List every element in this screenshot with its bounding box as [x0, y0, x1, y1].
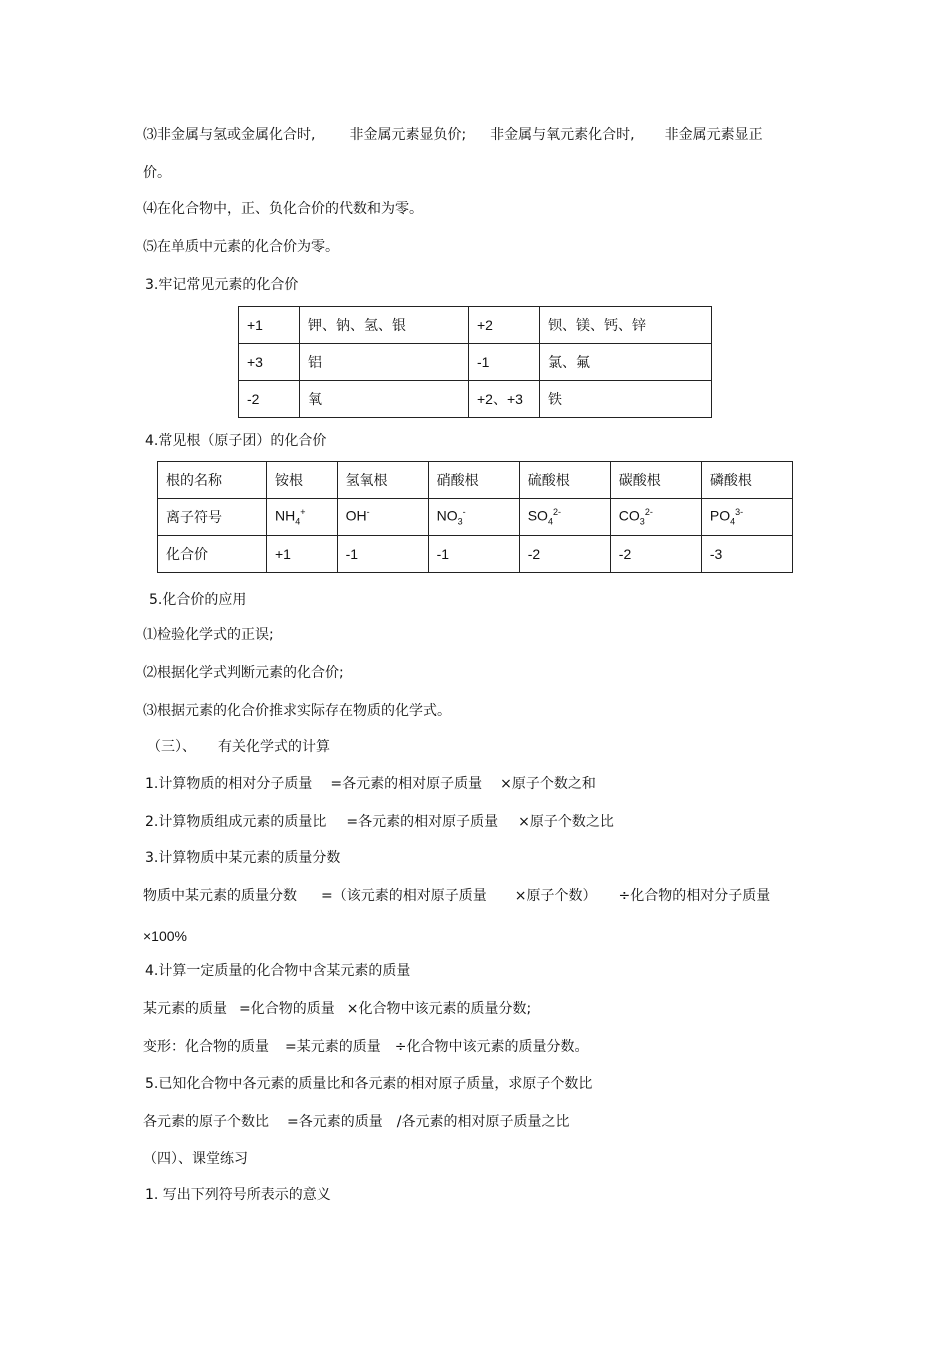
radical-valence-cell: -2 [519, 536, 610, 573]
calc-1 [145, 774, 596, 794]
elements-cell: 钾、钠、氢、银 [300, 307, 469, 344]
radical-valence-cell: -2 [610, 536, 701, 573]
rule-3-part-a: ⑶非金属与氢或金属化合时, [143, 127, 316, 143]
heading-common-valences: 3.牢记常见元素的化合价 [145, 277, 299, 293]
calc-2 [145, 812, 614, 832]
calc-5-formula [143, 1112, 569, 1132]
ion-symbol-cell: $CO_3^{2-}$ [610, 499, 701, 536]
header-cell: 化合价 [158, 536, 267, 573]
valence-cell: +1 [239, 307, 300, 344]
ion-symbol-cell: $SO_4^{2-}$ [519, 499, 610, 536]
radical-name-cell: 磷酸根 [701, 462, 792, 499]
header-cell: 根的名称 [158, 462, 267, 499]
calc-5-formula-a: 各元素的原子个数比 [143, 1114, 269, 1130]
calc-5-formula-b: =各元素的质量 [287, 1114, 383, 1130]
calc-1-part-a: 1.计算物质的相对分子质量 [145, 776, 313, 792]
calc-4-formula [143, 999, 531, 1019]
calc-4-formula-b: =化合物的质量 [239, 1001, 335, 1017]
calc-3-formula-a: 物质中某元素的质量分数 [143, 888, 297, 904]
calc-2-part-a: 2.计算物质组成元素的质量比 [145, 814, 327, 830]
calc-3-formula-c: ×原子个数） [514, 888, 597, 904]
table-row [239, 307, 712, 344]
calc-3: 3.计算物质中某元素的质量分数 [145, 850, 341, 866]
exercise-1: 1. 写出下列符号所表示的意义 [145, 1187, 331, 1203]
application-3: ⑶根据元素的化合价推求实际存在物质的化学式。 [143, 703, 451, 719]
radical-valence-table [157, 461, 793, 573]
heading-radical-valences: 4.常见根（原子团）的化合价 [145, 433, 327, 449]
radical-name-cell: 硝酸根 [428, 462, 519, 499]
table-row [239, 344, 712, 381]
calc-4-variant-a: 变形：化合物的质量 [143, 1039, 269, 1055]
application-1: ⑴检验化学式的正误; [143, 627, 274, 643]
calc-5: 5.已知化合物中各元素的质量比和各元素的相对原子质量，求原子个数比 [145, 1076, 593, 1092]
calc-3-formula-b: =（该元素的相对原子质量 [321, 888, 487, 904]
calc-4: 4.计算一定质量的化合物中含某元素的质量 [145, 963, 411, 979]
ion-symbol-cell: $NH_4^+$ [267, 499, 338, 536]
elements-cell: 铁 [540, 381, 712, 418]
heading-valence-applications: 5.化合价的应用 [149, 592, 247, 608]
calc-5-formula-c: /各元素的相对原子质量之比 [396, 1114, 570, 1130]
rule-5: ⑸在单质中元素的化合价为零。 [143, 239, 339, 255]
calc-2-part-c: ×原子个数之比 [518, 814, 614, 830]
valence-cell: -2 [239, 381, 300, 418]
radical-name-cell: 铵根 [267, 462, 338, 499]
elements-cell: 氧 [300, 381, 469, 418]
section-3-number: （三）、 [147, 739, 196, 755]
rule-3-continuation: 价。 [143, 165, 171, 181]
valence-cell: +2 [469, 307, 540, 344]
calc-3-formula-continuation: ×100% [143, 928, 187, 944]
radical-valence-cell: -3 [701, 536, 792, 573]
elements-cell: 铝 [300, 344, 469, 381]
ion-symbol-cell: $NO_3^-$ [428, 499, 519, 536]
calc-2-part-b: =各元素的相对原子质量 [346, 814, 499, 830]
application-2: ⑵根据化学式判断元素的化合价; [143, 665, 344, 681]
radical-valence-cell: +1 [267, 536, 338, 573]
table-row [158, 499, 793, 536]
table-row [239, 381, 712, 418]
rule-4: ⑷在化合物中，正、负化合价的代数和为零。 [143, 201, 423, 217]
radical-name-cell: 氢氧根 [337, 462, 428, 499]
element-valence-table [238, 306, 712, 418]
calc-4-formula-c: ×化合物中该元素的质量分数; [346, 1001, 532, 1017]
ion-symbol-cell: OH- [337, 499, 428, 536]
rule-3-part-c: 非金属与氧元素化合时, [490, 127, 635, 143]
calc-1-part-b: =各元素的相对原子质量 [330, 776, 483, 792]
section-4-heading: （四）、课堂练习 [143, 1151, 248, 1167]
radical-valence-cell: -1 [428, 536, 519, 573]
elements-cell: 钡、镁、钙、锌 [540, 307, 712, 344]
rule-3-part-b: 非金属元素显负价; [349, 127, 467, 143]
elements-cell: 氯、氟 [540, 344, 712, 381]
calc-4-variant-b: =某元素的质量 [285, 1039, 381, 1055]
calc-3-formula-d: ÷化合物的相对分子质量 [618, 888, 771, 904]
valence-cell: +3 [239, 344, 300, 381]
ion-symbol-cell: $PO_4^{3-}$ [701, 499, 792, 536]
radical-valence-cell: -1 [337, 536, 428, 573]
valence-cell: -1 [469, 344, 540, 381]
valence-cell: +2、+3 [469, 381, 540, 418]
radical-name-cell: 硫酸根 [519, 462, 610, 499]
table-row [158, 536, 793, 573]
radical-name-cell: 碳酸根 [610, 462, 701, 499]
calc-4-variant-c: ÷化合物中该元素的质量分数。 [394, 1039, 589, 1055]
calc-4-variant [143, 1037, 588, 1057]
rule-3-part-d: 非金属元素显正 [664, 127, 763, 143]
table-row [158, 462, 793, 499]
section-3-title: 有关化学式的计算 [218, 739, 330, 755]
calc-3-formula [143, 886, 770, 906]
calc-1-part-c: ×原子个数之和 [500, 776, 596, 792]
header-cell: 离子符号 [158, 499, 267, 536]
calc-4-formula-a: 某元素的质量 [143, 1001, 227, 1017]
rule-3-line [143, 125, 763, 145]
section-3-heading [147, 737, 330, 757]
